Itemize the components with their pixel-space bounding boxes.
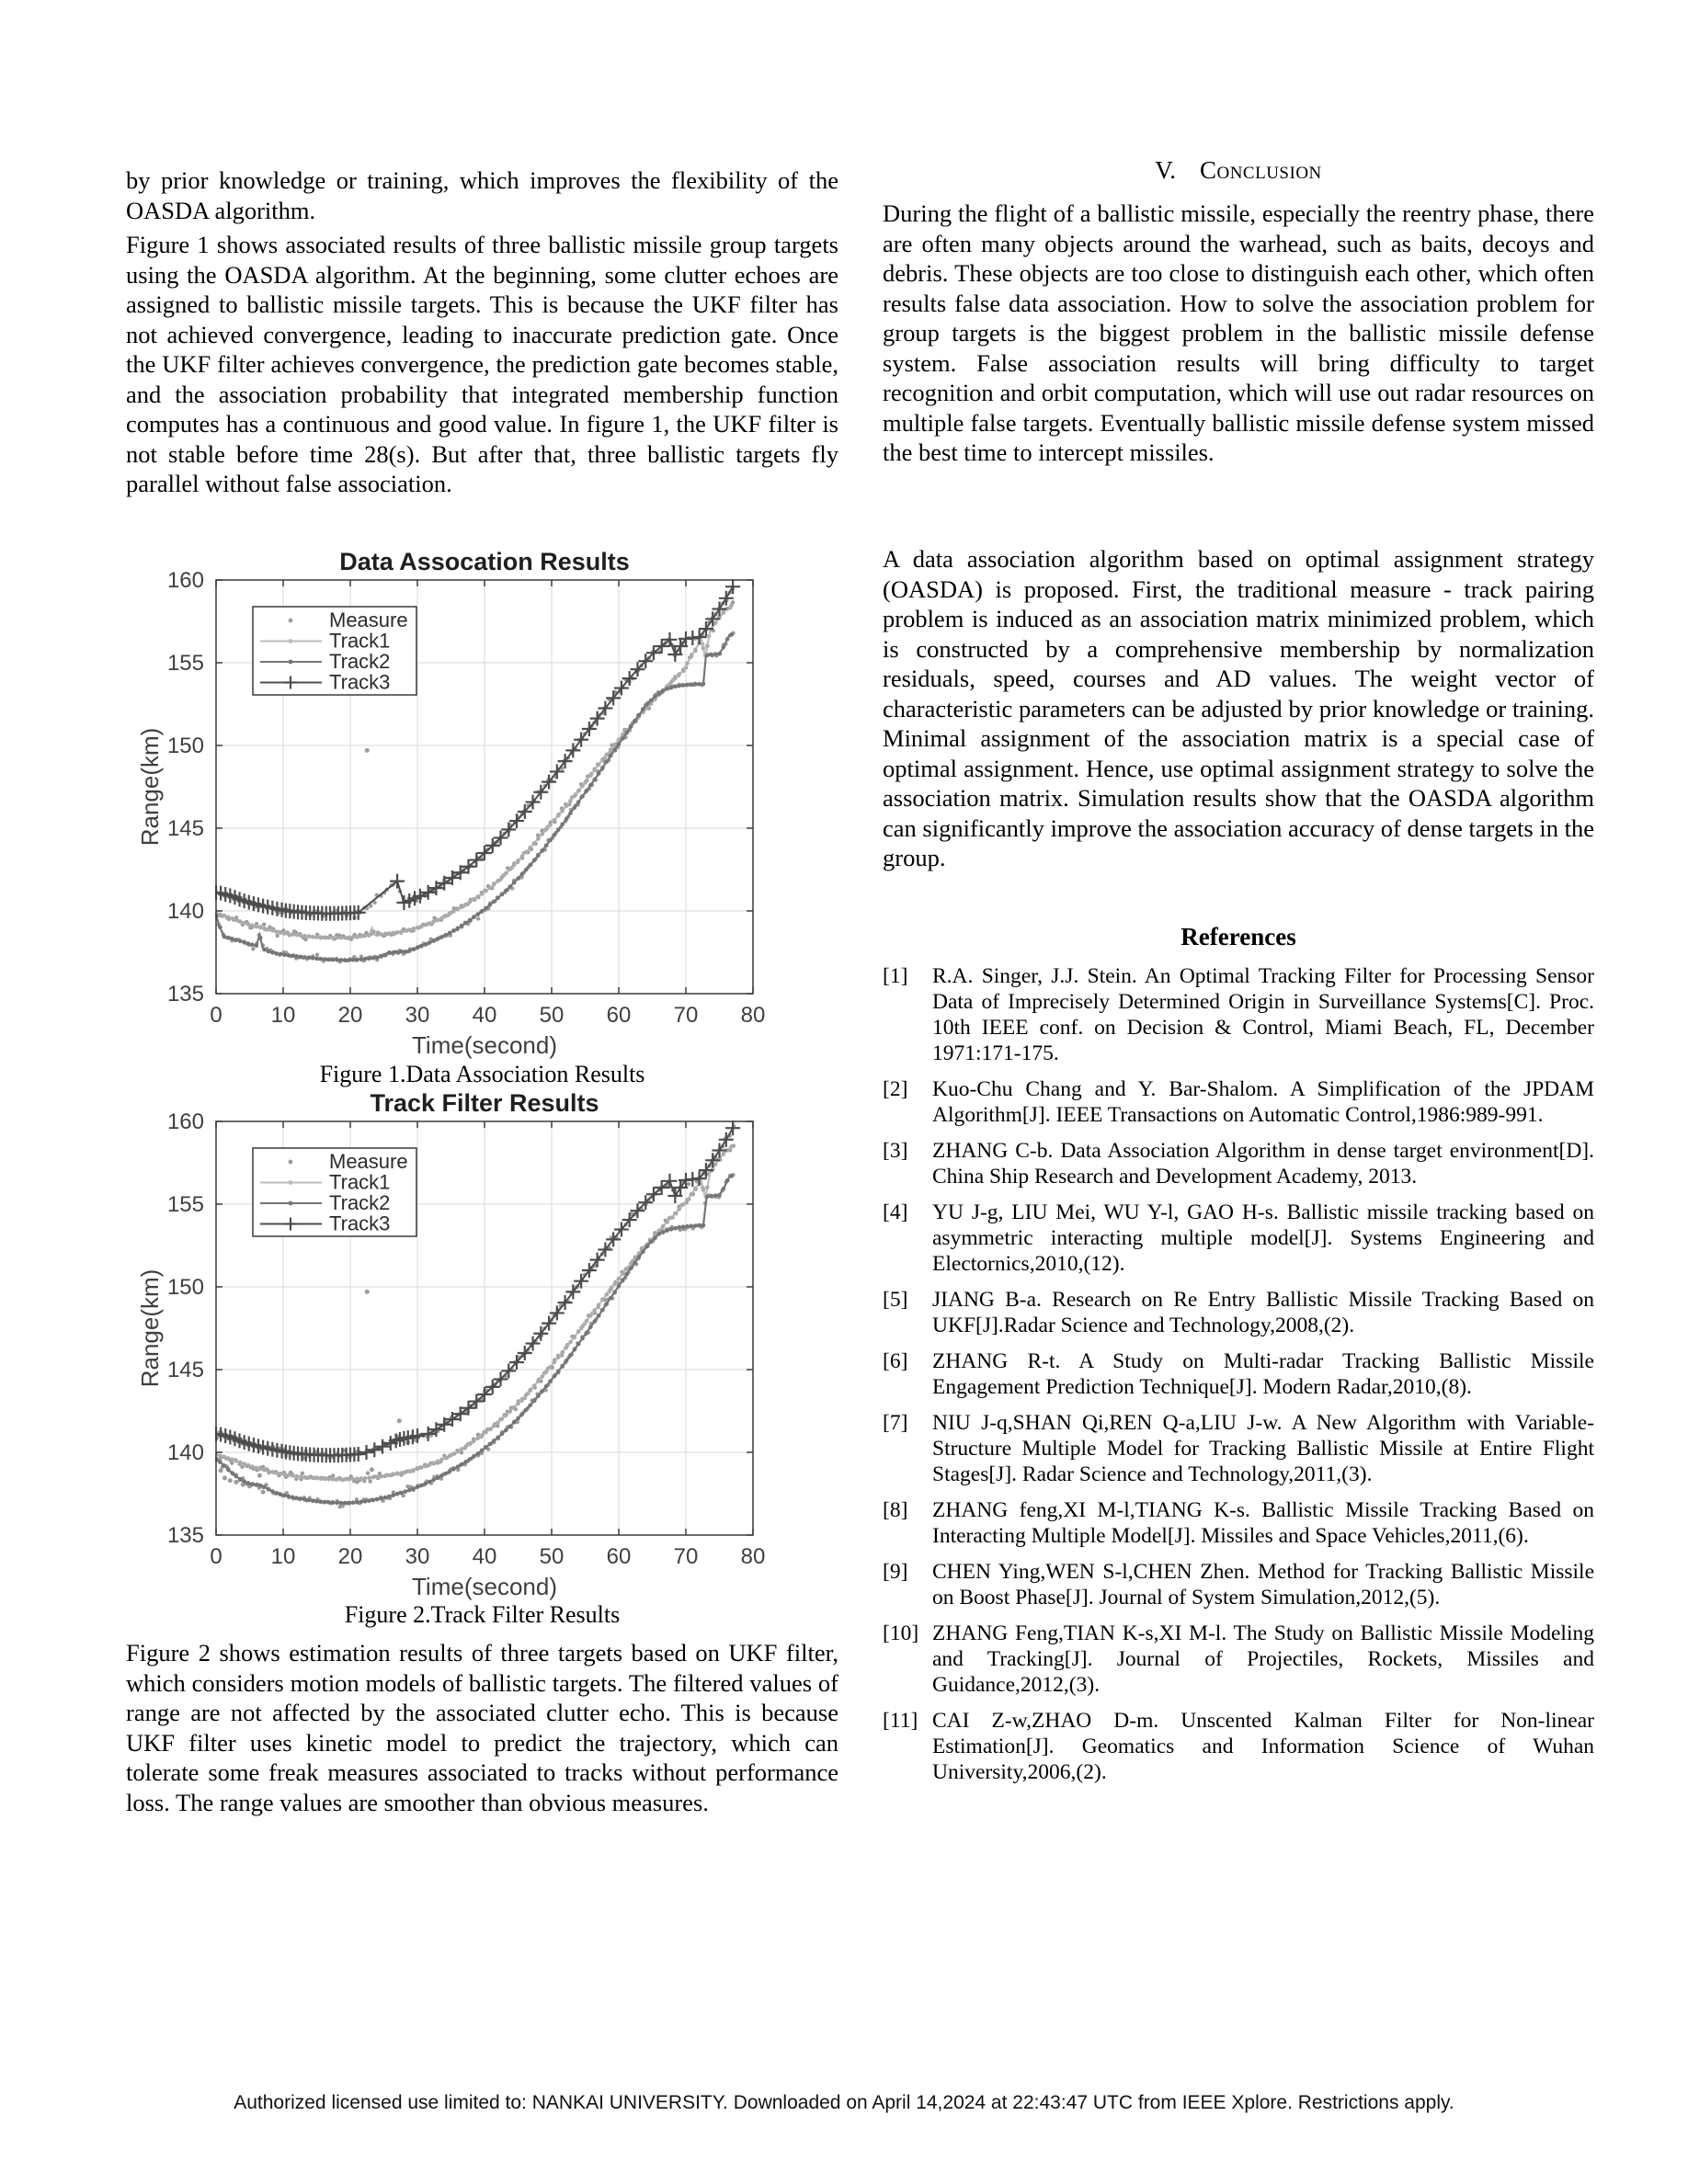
reference-text: ZHANG feng,XI M-l,TIANG K-s. Ballistic Missile Tracking Based on Interacting Multiple Model[J]. Missiles and Space Vehicles,2011,(6).	[932, 1498, 1594, 1548]
conclusion-paragraph-1: During the flight of a ballistic missile, especially the reentry phase, there are often many objects around the warhead, such as baits, decoys and debris. These objects are too close to distinguish each other, which often results false data association. How to solve the association problem for group targets is the biggest problem in the ballistic missile defense system. False association results will bring difficulty to target recognition and orbit computation, which will use out radar resources on multiple false targets. Eventually ballistic missile defense system missed the best time to intercept missiles.	[883, 199, 1594, 466]
figure1-chart	[138, 550, 837, 1087]
left-paragraph-3: Figure 2 shows estimation results of three targets based on UKF filter, which considers motion models of ballistic targets. The filtered values of range are not affected by the associated clutter echo. This is because UKF filter uses kinetic model to predict the trajectory, which can tolerate some freak measures associated to tracks without performance loss. The range values are smoother than obvious measures.	[126, 1639, 838, 1816]
license-footer: Authorized licensed use limited to: NANKAI UNIVERSITY. Downloaded on April 14,2024 at 22:43:47 UTC from IEEE Xplore. Restrictions apply.	[234, 2092, 1454, 2113]
reference-item	[883, 1287, 1594, 1338]
reference-number: [4]	[883, 1200, 908, 1224]
reference-item	[883, 1559, 1594, 1610]
conclusion-heading-text: Conclusion	[1199, 156, 1322, 184]
reference-number: [8]	[883, 1498, 908, 1522]
reference-item	[883, 1138, 1594, 1189]
legend	[253, 607, 416, 695]
svg-text:10: 10	[270, 1544, 296, 1569]
svg-text:40: 40	[472, 1003, 497, 1028]
reference-text: ZHANG C-b. Data Association Algorithm in dense target environment[D]. China Ship Research and Development Academy, 2013.	[932, 1139, 1594, 1189]
reference-number: [9]	[883, 1560, 908, 1584]
reference-number: [7]	[883, 1411, 908, 1435]
chart-title: Data Assocation Results	[339, 550, 630, 575]
svg-text:0: 0	[210, 1544, 222, 1569]
reference-text: YU J-g, LIU Mei, WU Y-l, GAO H-s. Ballistic missile tracking based on asymmetric interacting multiple model[J]. Systems Engineering and Electornics,2010,(12).	[932, 1200, 1594, 1276]
svg-text:150: 150	[166, 1275, 204, 1300]
svg-text:145: 145	[166, 816, 204, 841]
reference-number: [11]	[883, 1709, 918, 1733]
left-paragraph-2: Figure 1 shows associated results of three ballistic missile group targets using the OASDA algorithm. At the beginning, some clutter echoes are assigned to ballistic missile targets. This is because the UKF filter has not achieved convergence, leading to inaccurate prediction gate. Once the UKF filter achieves convergence, the prediction gate becomes stable, and the association probability that integrated membership function computes has a continuous and good value. In figure 1, the UKF filter is not stable before time 28(s). But after that, three ballistic targets fly parallel without false association.	[126, 231, 838, 497]
svg-text:60: 60	[606, 1544, 632, 1569]
reference-number: [5]	[883, 1288, 908, 1312]
figure1-caption: Figure 1.Data Association Results	[319, 1061, 645, 1087]
conclusion-heading	[883, 156, 1594, 185]
svg-text:135: 135	[166, 1523, 204, 1548]
x-axis-label: Time(second)	[412, 1031, 557, 1059]
legend-label-track3: Track3	[329, 1211, 391, 1235]
legend-label-track1: Track1	[329, 629, 391, 653]
svg-text:50: 50	[539, 1003, 565, 1028]
svg-text:70: 70	[673, 1003, 699, 1028]
reference-number: [1]	[883, 964, 908, 988]
conclusion-heading-number: V.	[1155, 156, 1176, 184]
reference-number: [6]	[883, 1349, 908, 1373]
reference-text: CAI Z-w,ZHAO D-m. Unscented Kalman Filter for Non-linear Estimation[J]. Geomatics and Information Science of Wuhan University,2006,(2).	[932, 1709, 1594, 1784]
x-axis-label: Time(second)	[412, 1573, 557, 1600]
legend-label-track2: Track2	[329, 1191, 391, 1214]
legend-label-measure: Measure	[329, 1150, 408, 1173]
svg-text:10: 10	[270, 1003, 296, 1028]
reference-item	[883, 1076, 1594, 1128]
conclusion-paragraph-2: A data association algorithm based on optimal assignment strategy (OASDA) is proposed. First, the traditional measure - track pairing problem is induced as an association matrix minimized problem, which is constructed by a comprehensive membership by normalization residuals, speed, courses and AD values. The weight vector of characteristic parameters can be adjusted by prior knowledge or training. Minimal assignment of the association matrix is a special case of optimal assignment. Hence, use optimal assignment strategy to solve the association matrix. Simulation results show that the OASDA algorithm can significantly improve the association accuracy of dense targets in the group.	[883, 545, 1594, 871]
svg-text:80: 80	[740, 1003, 766, 1028]
legend-label-measure: Measure	[329, 609, 408, 631]
svg-text:40: 40	[472, 1544, 497, 1569]
figure2-svg	[138, 1091, 837, 1629]
reference-item	[883, 1708, 1594, 1785]
figure2-chart	[138, 1091, 837, 1629]
reference-item	[883, 1410, 1594, 1487]
reference-item	[883, 1348, 1594, 1400]
svg-text:30: 30	[405, 1544, 430, 1569]
legend-label-track1: Track1	[329, 1170, 391, 1194]
figure1-svg	[138, 550, 837, 1087]
reference-text: ZHANG Feng,TIAN K-s,XI M-l. The Study on Ballistic Missile Modeling and Tracking[J]. Journal of Projectiles, Rockets, Missiles and Guidance,2012,(3).	[932, 1621, 1594, 1697]
reference-item	[883, 1497, 1594, 1549]
svg-text:50: 50	[539, 1544, 565, 1569]
y-axis-label: Range(km)	[138, 727, 164, 847]
svg-text:155: 155	[166, 651, 204, 676]
svg-text:70: 70	[673, 1544, 699, 1569]
svg-text:145: 145	[166, 1358, 204, 1382]
reference-item	[883, 1621, 1594, 1698]
svg-text:20: 20	[337, 1544, 363, 1569]
svg-text:80: 80	[740, 1544, 766, 1569]
reference-number: [10]	[883, 1621, 919, 1645]
svg-text:160: 160	[166, 568, 204, 593]
svg-text:20: 20	[337, 1003, 363, 1028]
svg-text:155: 155	[166, 1192, 204, 1217]
svg-text:0: 0	[210, 1003, 222, 1028]
legend-label-track3: Track3	[329, 670, 391, 694]
svg-text:150: 150	[166, 734, 204, 758]
references-heading: References	[1180, 923, 1296, 950]
left-paragraph-1: by prior knowledge or training, which improves the flexibility of the OASDA algorithm.	[126, 166, 838, 224]
svg-text:140: 140	[166, 1440, 204, 1465]
legend-label-track2: Track2	[329, 650, 391, 673]
svg-text:160: 160	[166, 1109, 204, 1134]
legend	[253, 1148, 416, 1236]
reference-text: Kuo-Chu Chang and Y. Bar-Shalom. A Simplification of the JPDAM Algorithm[J]. IEEE Transactions on Automatic Control,1986:989-991.	[932, 1077, 1594, 1127]
svg-text:135: 135	[166, 982, 204, 1007]
chart-title: Track Filter Results	[370, 1091, 599, 1117]
reference-item	[883, 963, 1594, 1066]
reference-number: [3]	[883, 1139, 908, 1163]
svg-text:60: 60	[606, 1003, 632, 1028]
figure2-caption: Figure 2.Track Filter Results	[344, 1601, 621, 1628]
reference-text: CHEN Ying,WEN S-l,CHEN Zhen. Method for Tracking Ballistic Missile on Boost Phase[J]. Journal of System Simulation,2012,(5).	[932, 1560, 1594, 1610]
reference-text: ZHANG R-t. A Study on Multi-radar Tracking Ballistic Missile Engagement Prediction Technique[J]. Modern Radar,2010,(8).	[932, 1349, 1594, 1399]
reference-text: R.A. Singer, J.J. Stein. An Optimal Tracking Filter for Processing Sensor Data of Imprecisely Determined Origin in Surveillance Systems[C]. Proc. 10th IEEE conf. on Decision & Control, Miami Beach, FL, December 1971:171-175.	[932, 964, 1594, 1065]
reference-text: JIANG B-a. Research on Re Entry Ballistic Missile Tracking Based on UKF[J].Radar Science and Technology,2008,(2).	[932, 1288, 1594, 1337]
reference-text: NIU J-q,SHAN Qi,REN Q-a,LIU J-w. A New Algorithm with Variable-Structure Multiple Model for Tracking Ballistic Missile at Entire Flight Stages[J]. Radar Science and Technology,2011,(3).	[932, 1411, 1594, 1486]
reference-item	[883, 1200, 1594, 1277]
references-list	[883, 963, 1594, 1795]
svg-text:140: 140	[166, 899, 204, 924]
y-axis-label: Range(km)	[138, 1268, 164, 1388]
reference-number: [2]	[883, 1077, 908, 1101]
svg-text:30: 30	[405, 1003, 430, 1028]
